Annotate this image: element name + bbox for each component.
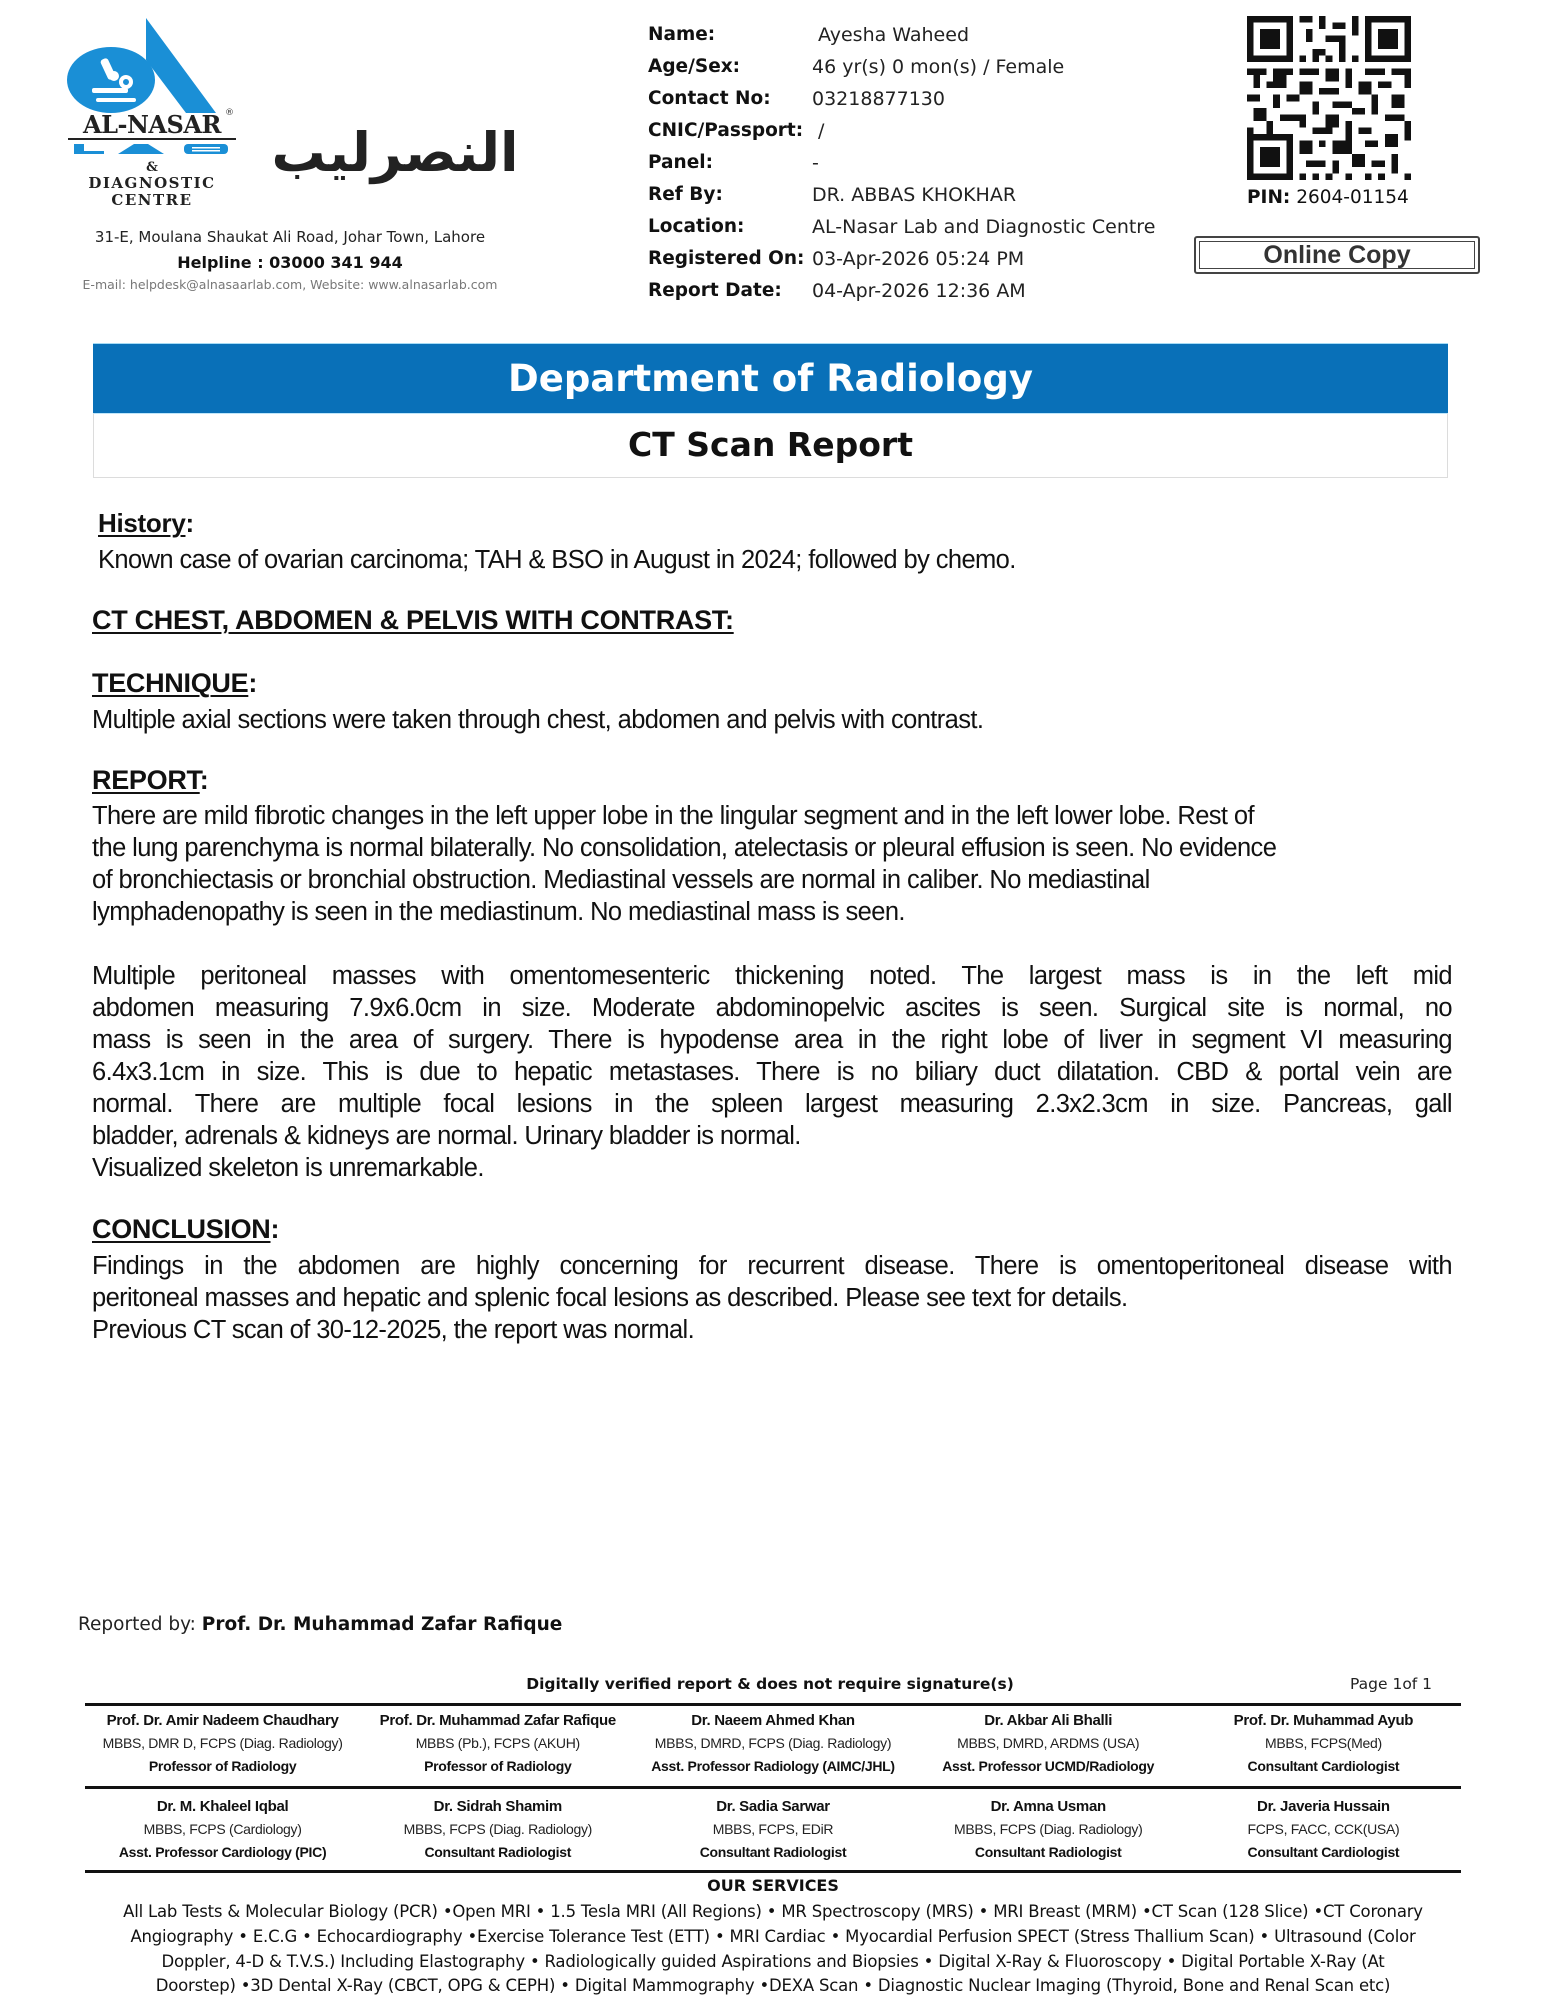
doctor-qualifications: MBBS (Pb.), FCPS (AKUH) <box>415 1735 580 1751</box>
history-heading <box>98 508 194 539</box>
report-line: Visualized skeleton is unremarkable. <box>92 1154 484 1182</box>
doctor-qualifications: MBBS, FCPS, EDiR <box>712 1821 834 1837</box>
lab-arabic-name: النصرليب <box>271 121 519 184</box>
conclusion-colon: : <box>270 1214 280 1244</box>
report-line: Multiple peritoneal masses with omentomesenteric thickening noted. The largest mass is in the left mid <box>92 962 1452 990</box>
field-label: Name: <box>648 24 716 45</box>
doctor-title: Consultant Radiologist <box>424 1844 572 1860</box>
reported-by <box>78 1614 562 1635</box>
technique-heading <box>92 668 257 699</box>
reported-by-name: Prof. Dr. Muhammad Zafar Rafique <box>201 1614 563 1635</box>
doctor-card <box>1186 1795 1461 1864</box>
lab-contact-line: E-mail: helpdesk@alnasaarlab.com, Website: www.alnasarlab.com <box>82 277 498 292</box>
doctor-card <box>85 1795 360 1864</box>
doctor-qualifications: FCPS, FACC, CCK(USA) <box>1247 1821 1400 1837</box>
field-value: - <box>812 152 819 174</box>
doctor-title: Professor of Radiology <box>424 1758 572 1774</box>
doctor-card <box>911 1709 1186 1778</box>
doctor-title: Asst. Professor UCMD/Radiology <box>942 1758 1155 1774</box>
doctor-title: Asst. Professor Radiology (AIMC/JHL) <box>651 1758 895 1774</box>
digital-verification-note: Digitally verified report & does not require signature(s) <box>526 1675 1014 1693</box>
report-type-title: CT Scan Report <box>93 413 1448 478</box>
patient-pin <box>1247 187 1409 208</box>
conclusion-heading <box>92 1214 279 1245</box>
report-paragraph-2 <box>92 960 1452 1184</box>
report-paragraph-1 <box>92 800 1452 928</box>
doctor-qualifications: MBBS, DMR D, FCPS (Diag. Radiology) <box>102 1735 343 1751</box>
services-line: All Lab Tests & Molecular Biology (PCR) •Open MRI • 1.5 Tesla MRI (All Regions) • MR Spectroscopy (MRS) • MRI Breast (MRM) •CT Scan (128 Slice) •CT Coronary <box>123 1902 1423 1921</box>
field-label: Registered On: <box>648 248 805 269</box>
doctor-name: Prof. Dr. Amir Nadeem Chaudhary <box>106 1712 339 1729</box>
lab-name-line4: CENTRE <box>111 191 193 209</box>
services-list <box>85 1900 1461 1999</box>
report-line: bladder, adrenals & kidneys are normal. Urinary bladder is normal. <box>92 1122 801 1150</box>
reported-by-label: Reported by: <box>78 1614 202 1635</box>
pin-value: 2604-01154 <box>1296 187 1409 208</box>
services-line: Angiography • E.C.G • Echocardiography •Exercise Tolerance Test (ETT) • MRI Cardiac • Myocardial Perfusion SPECT (Stress Thallium Scan) • Ultrasound (Color <box>130 1926 1416 1946</box>
doctor-title: Consultant Cardiologist <box>1247 1758 1400 1774</box>
field-value: 46 yr(s) 0 mon(s) / Female <box>812 56 1065 78</box>
field-label: Report Date: <box>648 280 782 301</box>
doctor-name: Dr. Akbar Ali Bhalli <box>984 1712 1113 1729</box>
doctor-name: Dr. Amna Usman <box>990 1798 1106 1815</box>
doctor-name: Dr. Naeem Ahmed Khan <box>691 1712 855 1729</box>
history-text: Known case of ovarian carcinoma; TAH & BSO in August in 2024; followed by chemo. <box>98 546 1016 574</box>
field-label: Age/Sex: <box>648 56 741 77</box>
doctor-card <box>85 1709 360 1778</box>
footer-divider <box>85 1786 1461 1789</box>
doctor-qualifications: MBBS, DMRD, ARDMS (USA) <box>957 1735 1140 1751</box>
doctor-name: Dr. Sidrah Shamim <box>433 1798 562 1815</box>
report-line: lymphadenopathy is seen in the mediastinum. No mediastinal mass is seen. <box>92 898 905 926</box>
online-copy-badge <box>1194 236 1480 274</box>
field-value: Ayesha Waheed <box>812 24 970 46</box>
field-value: DR. ABBAS KHOKHAR <box>812 184 1017 206</box>
doctor-title: Professor of Radiology <box>148 1758 297 1774</box>
lab-name: AL-NASAR <box>68 112 236 140</box>
doctor-card <box>1186 1709 1461 1778</box>
doctor-title: Asst. Professor Cardiology (PIC) <box>118 1844 327 1860</box>
page-number: Page 1of 1 <box>1350 1675 1433 1693</box>
field-label: Location: <box>648 216 745 237</box>
doctors-row-2 <box>85 1795 1461 1864</box>
field-value: / <box>812 120 825 142</box>
lab-name-diagnostic <box>60 175 244 209</box>
doctor-qualifications: MBBS, FCPS (Diag. Radiology) <box>953 1821 1143 1837</box>
report-line: There are mild fibrotic changes in the left upper lobe in the lingular segment and in the left lower lobe. Rest of <box>92 802 1254 830</box>
doctor-title: Consultant Radiologist <box>699 1844 847 1860</box>
doctor-name: Dr. Javeria Hussain <box>1257 1798 1390 1815</box>
field-value: 04-Apr-2026 12:36 AM <box>812 280 1026 302</box>
doctors-row-1 <box>85 1709 1461 1778</box>
doctor-card <box>360 1795 635 1864</box>
report-line: the lung parenchyma is normal bilaterally. No consolidation, atelectasis or pleural effusion is seen. No evidence <box>92 834 1277 862</box>
field-label: Contact No: <box>648 88 771 109</box>
doctor-name: Dr. M. Khaleel Iqbal <box>156 1798 289 1815</box>
report-heading <box>92 765 208 796</box>
lab-name-line3: DIAGNOSTIC <box>88 174 216 192</box>
footer-divider <box>85 1703 1461 1706</box>
conclusion-heading-text: CONCLUSION <box>92 1214 271 1244</box>
doctor-name: Prof. Dr. Muhammad Zafar Rafique <box>379 1712 616 1729</box>
field-label: Ref By: <box>648 184 723 205</box>
pin-label: PIN: <box>1247 187 1291 208</box>
doctor-card <box>635 1709 910 1778</box>
doctor-name: Prof. Dr. Muhammad Ayub <box>1233 1712 1414 1729</box>
doctor-qualifications: MBBS, DMRD, FCPS (Diag. Radiology) <box>654 1735 892 1751</box>
doctor-title: Consultant Cardiologist <box>1247 1844 1400 1860</box>
services-title: OUR SERVICES <box>707 1876 839 1895</box>
doctor-qualifications: MBBS, FCPS (Cardiology) <box>143 1821 302 1837</box>
lab-address: 31-E, Moulana Shaukat Ali Road, Johar Town, Lahore <box>94 228 486 246</box>
lab-name-ampersand: & <box>146 160 158 175</box>
report-line: mass is seen in the area of surgery. There is hypodense area in the right lobe of liver in segment VI measuring <box>92 1026 1452 1054</box>
technique-heading-text: TECHNIQUE <box>92 668 249 698</box>
conclusion-line: Findings in the abdomen are highly concerning for recurrent disease. There is omentoperitoneal disease with <box>92 1252 1452 1280</box>
doctor-name: Dr. Sadia Sarwar <box>716 1798 830 1815</box>
field-label: Panel: <box>648 152 714 173</box>
doctor-card <box>911 1795 1186 1864</box>
report-heading-text: REPORT <box>92 765 200 795</box>
report-colon: : <box>199 765 209 795</box>
footer-divider <box>85 1870 1461 1873</box>
services-line: Doppler, 4-D & T.V.S.) Including Elastography • Radiologically guided Aspirations and Biopsies • Digital X-Ray & Fluoroscopy • Digital Portable X-Ray (At <box>161 1951 1385 1971</box>
technique-colon: : <box>248 668 258 698</box>
field-value: 03218877130 <box>812 88 945 110</box>
field-value: 03-Apr-2026 05:24 PM <box>812 248 1025 270</box>
report-line: of bronchiectasis or bronchial obstruction. Mediastinal vessels are normal in caliber. No mediastinal <box>92 866 1150 894</box>
online-copy-label: Online Copy <box>1199 241 1475 269</box>
report-line: normal. There are multiple focal lesions in the spleen largest measuring 2.3x2.3cm in size. Pancreas, gall <box>92 1090 1452 1118</box>
doctor-title: Consultant Radiologist <box>974 1844 1122 1860</box>
history-colon: : <box>185 508 194 538</box>
conclusion-line: Previous CT scan of 30-12-2025, the report was normal. <box>92 1316 695 1344</box>
lab-helpline: Helpline : 03000 341 944 <box>177 253 403 272</box>
doctor-qualifications: MBBS, FCPS (Diag. Radiology) <box>403 1821 593 1837</box>
field-label: CNIC/Passport: <box>648 120 804 141</box>
conclusion-line: peritoneal masses and hepatic and splenic focal lesions as described. Please see text for details. <box>92 1284 1128 1312</box>
doctor-card <box>360 1709 635 1778</box>
doctor-qualifications: MBBS, FCPS(Med) <box>1264 1735 1382 1751</box>
report-line: 6.4x3.1cm in size. This is due to hepatic metastases. There is no biliary duct dilatation. CBD & portal vein are <box>92 1058 1452 1086</box>
report-line: abdomen measuring 7.9x6.0cm in size. Moderate abdominopelvic ascites is seen. Surgical site is normal, no <box>92 994 1452 1022</box>
exam-title-text: CT CHEST, ABDOMEN & PELVIS WITH CONTRAST: <box>92 605 734 635</box>
technique-text: Multiple axial sections were taken through chest, abdomen and pelvis with contrast. <box>92 706 984 734</box>
department-title: Department of Radiology <box>93 343 1448 413</box>
history-heading-text: History <box>98 508 186 538</box>
services-line: Doorstep) •3D Dental X-Ray (CBCT, OPG & CEPH) • Digital Mammography •DEXA Scan • Diagnostic Nuclear Imaging (Thyroid, Bone and Renal Scan etc) <box>155 1976 1391 1996</box>
lab-wordmark-icon <box>72 142 232 156</box>
qr-code-icon[interactable] <box>1247 15 1411 181</box>
field-value: AL-Nasar Lab and Diagnostic Centre <box>812 216 1156 238</box>
registered-mark: ® <box>225 108 234 118</box>
exam-title <box>92 605 734 636</box>
conclusion-paragraph <box>92 1250 1452 1346</box>
doctor-card <box>635 1795 910 1864</box>
